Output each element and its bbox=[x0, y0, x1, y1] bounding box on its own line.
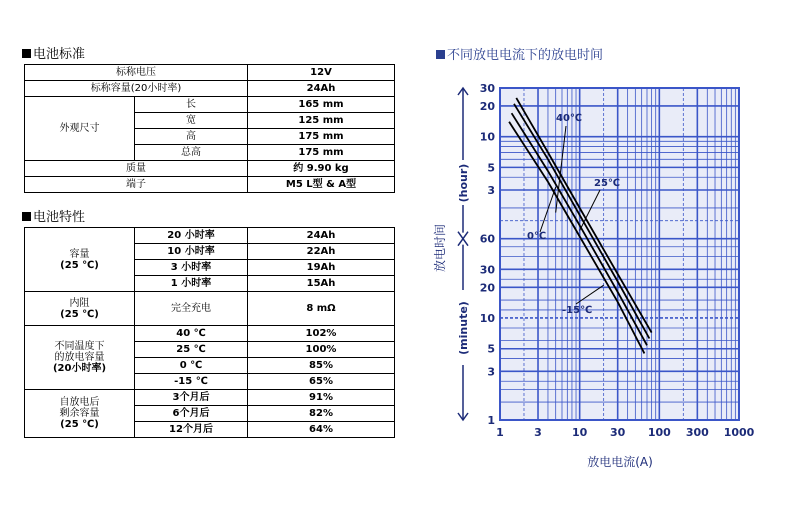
x-tick-label: 100 bbox=[647, 426, 671, 439]
x-axis-title: 放电电流(A) bbox=[587, 455, 653, 469]
y-tick-label-minute: 20 bbox=[479, 281, 495, 295]
spec-value: 12V bbox=[248, 65, 395, 81]
capacity-value: 22Ah bbox=[248, 244, 395, 260]
x-tick-label: 1 bbox=[496, 426, 504, 439]
series-label: 40℃ bbox=[556, 113, 583, 124]
temperature-capacity: 65% bbox=[248, 374, 395, 390]
spec-value: 约 9.90 kg bbox=[248, 161, 395, 177]
y-tick-label-minute: 60 bbox=[479, 232, 495, 246]
spec-value: 125 mm bbox=[248, 113, 395, 129]
spec-label: 质量 bbox=[25, 161, 248, 177]
capacity-rate: 10 小时率 bbox=[135, 244, 248, 260]
resistance-condition: 完全充电 bbox=[135, 292, 248, 326]
series-label: -15℃ bbox=[562, 305, 593, 316]
y-tick-label-hour: 20 bbox=[479, 99, 495, 113]
up-arrow-icon bbox=[458, 239, 468, 246]
y-tick-label-minute: 3 bbox=[487, 365, 495, 379]
capacity-value: 19Ah bbox=[248, 260, 395, 276]
capacity-value: 15Ah bbox=[248, 276, 395, 292]
temperature-value-label: 40 ℃ bbox=[135, 326, 248, 342]
spec-label: 标称电压 bbox=[25, 65, 248, 81]
y-lower-unit-label: (minute) bbox=[457, 301, 470, 355]
self-discharge-value: 82% bbox=[248, 406, 395, 422]
self-discharge-period: 3个月后 bbox=[135, 390, 248, 406]
spec-value: M5 L型 & A型 bbox=[248, 177, 395, 193]
spec-label: 高 bbox=[135, 129, 248, 145]
temperature-value-label: -15 ℃ bbox=[135, 374, 248, 390]
spec-value: 24Ah bbox=[248, 81, 395, 97]
temperature-capacity: 100% bbox=[248, 342, 395, 358]
capacity-label: 容量 (25 ℃) bbox=[25, 228, 135, 292]
y-tick-label-minute: 10 bbox=[479, 311, 495, 325]
resistance-value: 8 mΩ bbox=[248, 292, 395, 326]
y-tick-label-minute: 5 bbox=[487, 342, 495, 356]
chart-title: 不同放电电流下的放电时间 bbox=[436, 48, 603, 64]
self-discharge-period: 12个月后 bbox=[135, 422, 248, 438]
spec-label: 宽 bbox=[135, 113, 248, 129]
y-tick-label-minute: 30 bbox=[479, 263, 495, 277]
spec-value: 175 mm bbox=[248, 145, 395, 161]
characteristics-section-title: 电池特性 bbox=[22, 210, 85, 226]
y-tick-label-minute: 1 bbox=[487, 414, 495, 427]
y-axis-title: 放电时间 bbox=[433, 223, 447, 273]
x-tick-label: 3 bbox=[534, 426, 542, 439]
capacity-rate: 1 小时率 bbox=[135, 276, 248, 292]
x-tick-label: 30 bbox=[610, 426, 626, 439]
temperature-capacity: 102% bbox=[248, 326, 395, 342]
spec-label: 长 bbox=[135, 97, 248, 113]
capacity-rate: 3 小时率 bbox=[135, 260, 248, 276]
capacity-value: 24Ah bbox=[248, 228, 395, 244]
x-tick-label: 1000 bbox=[723, 426, 755, 439]
y-tick-label-hour: 30 bbox=[479, 82, 495, 95]
y-tick-label-hour: 3 bbox=[487, 183, 495, 197]
self-discharge-value: 91% bbox=[248, 390, 395, 406]
x-tick-label: 10 bbox=[572, 426, 588, 439]
x-tick-label: 300 bbox=[685, 426, 709, 439]
self-discharge-period: 6个月后 bbox=[135, 406, 248, 422]
spec-label: 标称容量(20小时率) bbox=[25, 81, 248, 97]
spec-value: 165 mm bbox=[248, 97, 395, 113]
y-tick-label-hour: 5 bbox=[487, 161, 495, 175]
standard-section-title: 电池标准 bbox=[22, 47, 85, 63]
spec-value: 175 mm bbox=[248, 129, 395, 145]
y-tick-label-hour: 10 bbox=[479, 130, 495, 144]
resistance-label: 内阻 (25 ℃) bbox=[25, 292, 135, 326]
temperature-label: 不同温度下 的放电容量 (20小时率) bbox=[25, 326, 135, 390]
self-discharge-label: 自放电后 剩余容量 (25 ℃) bbox=[25, 390, 135, 438]
spec-label: 端子 bbox=[25, 177, 248, 193]
temperature-value-label: 0 ℃ bbox=[135, 358, 248, 374]
dimensions-label: 外观尺寸 bbox=[25, 97, 135, 161]
y-upper-unit-label: (hour) bbox=[457, 163, 470, 203]
capacity-rate: 20 小时率 bbox=[135, 228, 248, 244]
temperature-value-label: 25 ℃ bbox=[135, 342, 248, 358]
series-label: 25℃ bbox=[594, 178, 621, 189]
spec-label: 总高 bbox=[135, 145, 248, 161]
self-discharge-value: 64% bbox=[248, 422, 395, 438]
series-label: 0℃ bbox=[527, 231, 547, 242]
temperature-capacity: 85% bbox=[248, 358, 395, 374]
